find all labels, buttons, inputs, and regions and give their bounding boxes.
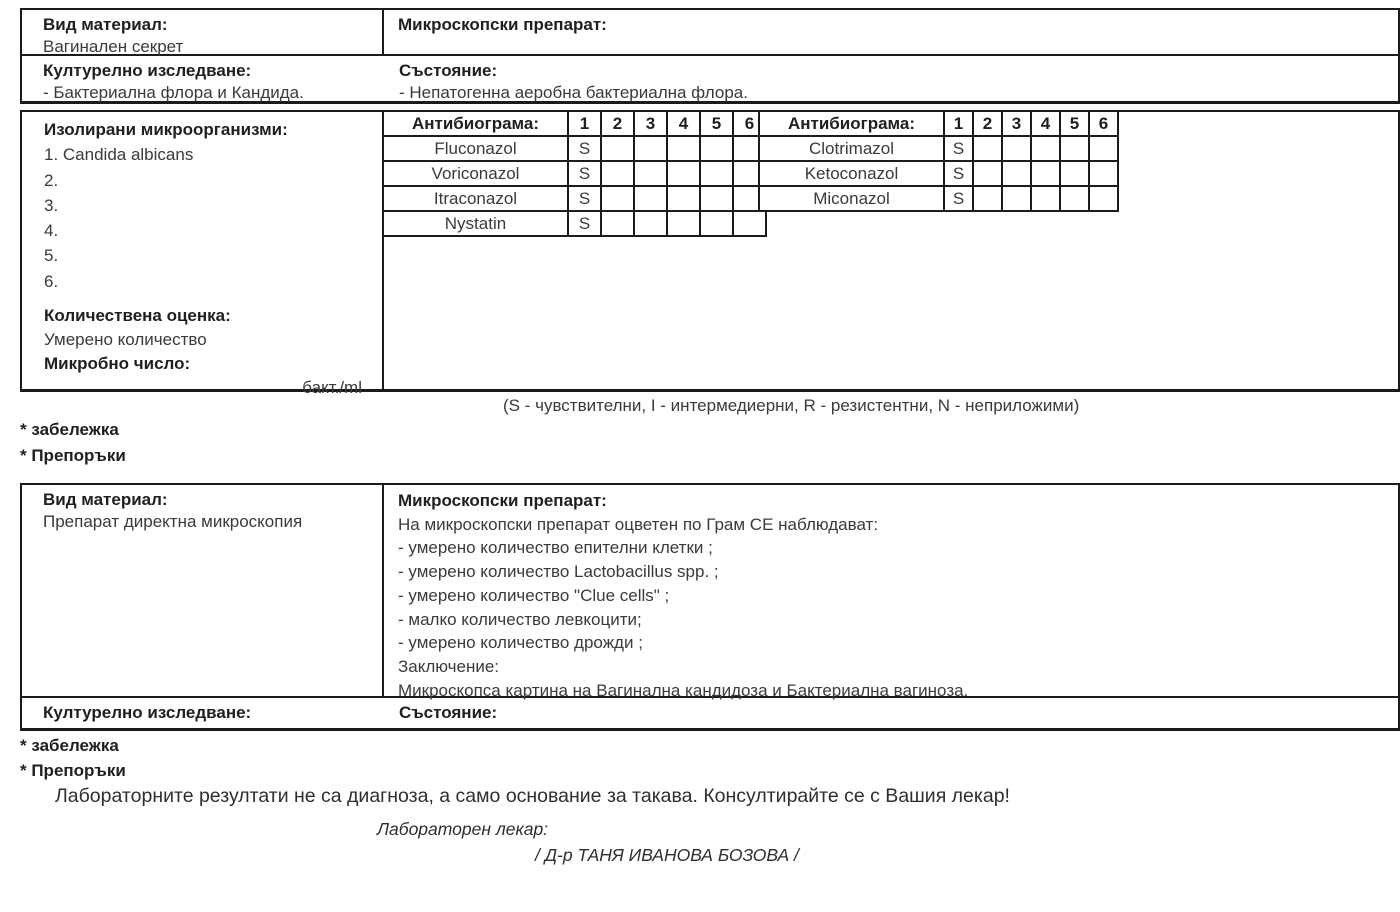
microscopy-finding-line: - умерено количество "Clue cells" ; [398,585,670,605]
antibiogram-drug-name: Voriconazol [383,161,568,186]
isolated-organism-item: 1. Candida albicans [44,145,194,165]
antibiogram-table-1 [382,110,767,237]
antibiogram-result-cell: S [944,186,973,211]
antibiogram-result-cell [1089,161,1118,186]
antibiogram-result-cell: S [568,136,601,161]
antibiogram-column-number: 3 [634,111,667,136]
antibiogram-result-cell [601,186,634,211]
quantity-value: Умерено количество [44,330,207,350]
quantity-label: Количествена оценка: [44,306,231,326]
antibiogram-result-cell [1031,186,1060,211]
lab-doctor-label: Лабораторен лекар: [377,819,549,839]
microbial-count-label: Микробно число: [44,354,191,374]
section-direct-microscopy [20,483,1400,731]
culture-study-label: Културелно изследване: [43,61,252,80]
microbial-count-unit: бакт./ml [302,378,362,398]
microscopy-findings-cell [384,485,1398,700]
antibiogram-result-cell [973,161,1002,186]
antibiogram-result-cell [634,136,667,161]
antibiogram-row [759,161,1118,186]
isolated-organisms-list [44,142,364,294]
material-type-value: Препарат директна микроскопия [43,512,303,531]
antibiogram-title: Антибиограма: [759,111,944,136]
material-type-label: Вид материал: [43,490,168,509]
antibiogram-result-cell [1089,186,1118,211]
antibiogram-result-cell [1060,161,1089,186]
section-sample-info [20,8,1400,56]
antibiogram-result-cell [1060,186,1089,211]
antibiogram-drug-name: Nystatin [383,211,568,236]
antibiogram-result-cell [1060,136,1089,161]
antibiogram-row [383,161,766,186]
antibiogram-result-cell [601,161,634,186]
microscopy-finding-line: Микроскопса картина на Вагинална кандидоза и Бактериална вагиноза. [398,680,969,700]
antibiogram-column-number: 5 [700,111,733,136]
antibiogram-result-cell [634,211,667,236]
condition-cell [384,56,1398,101]
isolated-organism-item: 3. [44,195,59,215]
microscopy-main-row [22,485,1398,700]
section-isolated-organisms [20,110,1400,398]
antibiogram-result-cell [601,136,634,161]
antibiogram-result-cell: S [568,211,601,236]
microscopy-slide-label: Микроскопски препарат: [398,15,607,34]
antibiogram-drug-name: Miconazol [759,186,944,211]
antibiogram-result-cell [634,186,667,211]
antibiogram-result-cell [700,161,733,186]
condition-value: - Непатогенна аеробна бактериална флора. [399,83,748,102]
antibiogram-column-number: 5 [1060,111,1089,136]
antibiogram-result-cell: S [568,161,601,186]
isolated-organism-item: 2. [44,170,59,190]
isolated-organism-item: 6. [44,271,59,291]
condition-label: Състояние: [399,703,498,722]
antibiogram-result-cell: S [944,161,973,186]
antibiogram-column-number: 4 [1031,111,1060,136]
antibiogram-table-2 [758,110,1119,212]
antibiogram-drug-name: Itraconazol [383,186,568,211]
antibiogram-column-number: 1 [568,111,601,136]
lab-doctor-name: / Д-р ТАНЯ ИВАНОВА БОЗОВА / [535,845,799,865]
note-remark: * забележка [20,736,119,755]
note-recommendations: * Препоръки [20,761,126,780]
antibiogram-drug-name: Fluconazol [383,136,568,161]
material-type-label: Вид материал: [43,15,168,34]
antibiogram-header-row [383,111,766,136]
antibiogram-column-number: 1 [944,111,973,136]
antibiogram-result-cell [1002,186,1031,211]
note-recommendations: * Препоръки [20,446,126,465]
antibiogram-result-cell [700,211,733,236]
isolated-organisms-cell [22,112,384,398]
isolated-organism-item: 4. [44,221,59,241]
antibiogram-title: Антибиограма: [383,111,568,136]
sample-material-cell [22,10,384,54]
antibiogram-result-cell: S [944,136,973,161]
antibiogram-result-cell: S [568,186,601,211]
antibiogram-result-cell [1002,136,1031,161]
antibiogram-result-cell [634,161,667,186]
condition-label: Състояние: [399,61,498,80]
microscopy-finding-line: - умерено количество Lactobacillus spp. ; [398,562,719,582]
antibiogram-result-cell [1089,136,1118,161]
microscopy-finding-line: Заключение: [398,656,500,676]
antibiogram-row [759,136,1118,161]
antibiogram-result-cell [733,211,766,236]
antibiogram-drug-name: Clotrimazol [759,136,944,161]
antibiogram-row [383,211,766,236]
disclaimer-text: Лабораторните резултати не са диагноза, а само основание за такава. Консултирайте се с Вашия лекар! [55,785,1010,807]
microscopy-slide-label: Микроскопски препарат: [398,491,607,510]
antibiogram-column-number: 6 [1089,111,1118,136]
antibiogram-row [383,186,766,211]
antibiogram-row [759,186,1118,211]
microscopy-findings-list [398,513,1398,703]
material-type-value: Вагинален секрет [43,37,184,56]
antibiogram-column-number: 3 [1002,111,1031,136]
antibiogram-result-cell [1031,136,1060,161]
microscopy-slide-cell [384,10,1398,54]
antibiogram-drug-name: Ketoconazol [759,161,944,186]
antibiogram-result-cell [973,186,1002,211]
note-remark: * забележка [20,420,119,439]
isolated-organisms-title: Изолирани микроорганизми: [44,120,288,139]
antibiogram-result-cell [667,136,700,161]
microscopy-finding-line: На микроскопски препарат оцветен по Грам СЕ наблюдават: [398,514,879,534]
microscopy-material-cell [22,485,384,696]
antibiogram-row [383,136,766,161]
antibiogram-header-row [759,111,1118,136]
culture-study-label: Културелно изследване: [43,703,252,722]
culture-study-value: - Бактериална флора и Кандида. [43,83,304,102]
antibiogram-result-cell [601,211,634,236]
antibiogram-result-cell [667,186,700,211]
antibiogram-result-cell [667,161,700,186]
antibiogram-result-cell [667,211,700,236]
microscopy-culture-condition-row [22,696,1398,732]
antibiogram-column-number: 6 [733,111,766,136]
antibiogram-column-number: 4 [667,111,700,136]
antibiogram-result-cell [700,186,733,211]
antibiogram-result-cell [1031,161,1060,186]
antibiogram-result-cell [973,136,1002,161]
antibiogram-legend: (S - чувствителни, I - интермедиерни, R - резистентни, N - неприложими) [503,396,1080,415]
antibiogram-column-number: 2 [973,111,1002,136]
microscopy-finding-line: - умерено количество дрожди ; [398,633,643,653]
microscopy-finding-line: - умерено количество епителни клетки ; [398,538,713,558]
culture-study-cell [22,56,384,101]
section-culture-condition [20,56,1400,104]
antibiogram-column-number: 2 [601,111,634,136]
microscopy-finding-line: - малко количество левкоцити; [398,609,642,629]
isolated-organism-item: 5. [44,246,59,266]
antibiogram-result-cell [1002,161,1031,186]
antibiogram-result-cell [700,136,733,161]
